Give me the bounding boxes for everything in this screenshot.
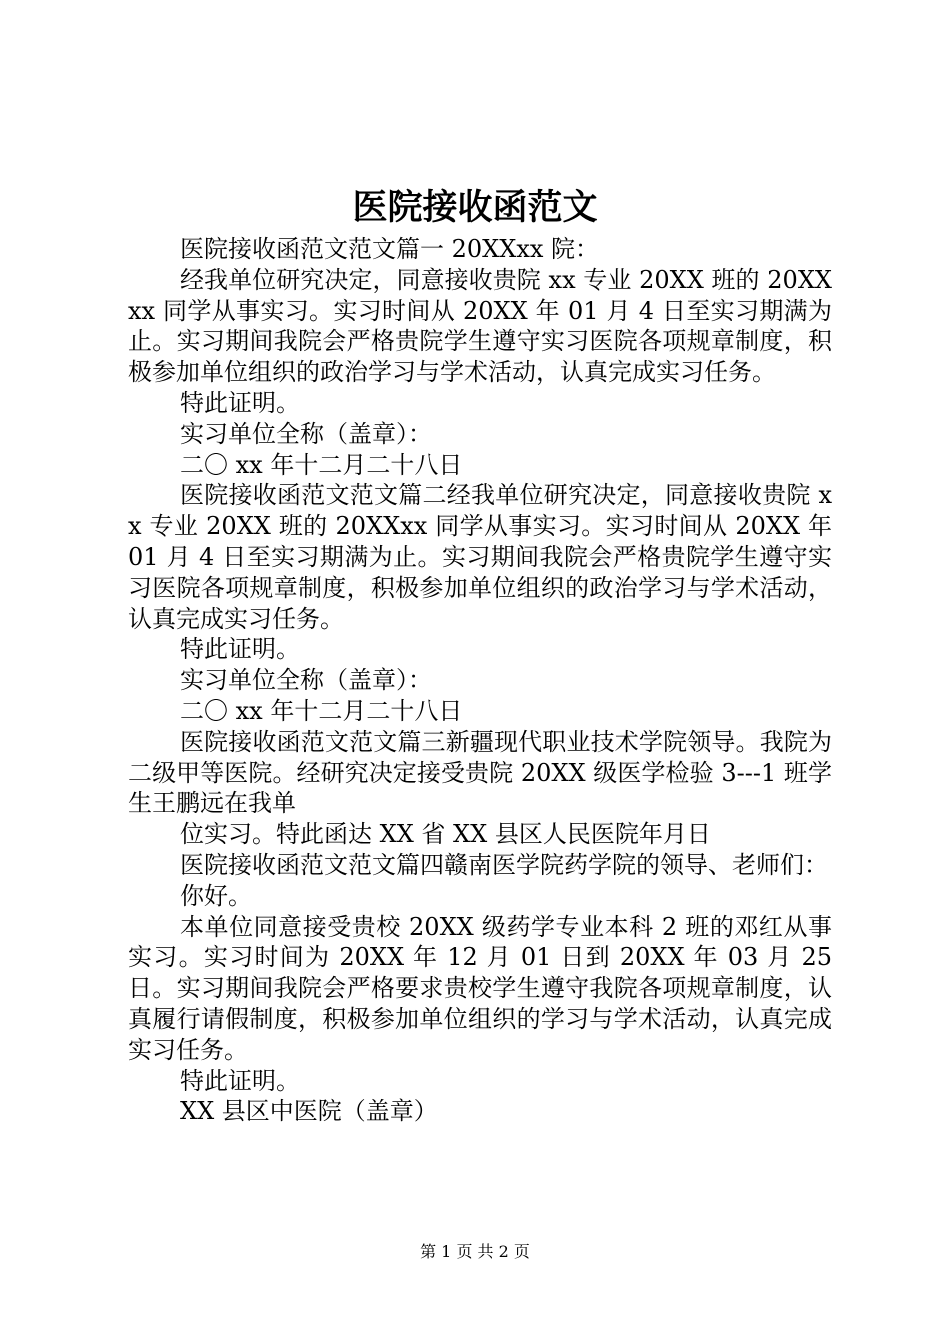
paragraph: 实习单位全称（盖章）： xyxy=(180,419,432,448)
paragraph: 医院接收函范文范文篇三新疆现代职业技术学院领导。我院为二级甲等医院。经研究决定接受贵院 20XX 级医学检验 3---1 班学生王鹏远在我单 xyxy=(128,727,832,818)
document-body xyxy=(128,234,832,1127)
paragraph: 位实习。特此函达 XX 省 XX 县区人民医院年月日 xyxy=(180,820,711,849)
paragraph: 医院接收函范文范文篇一 20XXxx 院： xyxy=(180,235,600,263)
paragraph: 本单位同意接受贵校 20XX 级药学专业本科 2 班的邓红从事实习。实习时间为 20XX 年 12 月 01 日到 20XX 年 03 月 25 日。实习期间我院会严格要求贵校学生遵守我院各项规章制度，认真履行请假制度，积极参加单位组织的学习与学术活动，认真完成实习任务。 xyxy=(128,912,832,1064)
paragraph: 特此证明。 xyxy=(180,388,300,417)
paragraph: 二〇 xx 年十二月二十八日 xyxy=(180,696,463,725)
paragraph: 特此证明。 xyxy=(180,1066,300,1095)
paragraph: 医院接收函范文范文篇二经我单位研究决定，同意接收贵院 xx 专业 20XX 班的 20XXxx 同学从事实习。实习时间从 20XX 年 01 月 4 日至实习期满为止。实习期间我院会严格贵院学生遵守实习医院各项规章制度，积极参加单位组织的政治学习与学术活动，认真完成实习任务。 xyxy=(128,481,832,633)
paragraph: 医院接收函范文范文篇四赣南医学院药学院的领导、老师们： xyxy=(180,850,828,879)
paragraph: 特此证明。 xyxy=(180,635,300,664)
page-number-footer: 第 1 页 共 2 页 xyxy=(420,1242,530,1261)
paragraph: 你好。 xyxy=(180,881,252,910)
paragraph: 实习单位全称（盖章）： xyxy=(180,666,432,695)
paragraph: 二〇 xx 年十二月二十八日 xyxy=(180,450,463,479)
document-title: 医院接收函范文 xyxy=(352,187,598,228)
paragraph: XX 县区中医院（盖章） xyxy=(180,1097,438,1126)
paragraph: 经我单位研究决定，同意接收贵院 xx 专业 20XX 班的 20XXxx 同学从事实习。实习时间从 20XX 年 01 月 4 日至实习期满为止。实习期间我院会严格贵院学生遵守实习医院各项规章制度，积极参加单位组织的政治学习与学术活动，认真完成实习任务。 xyxy=(128,265,832,387)
